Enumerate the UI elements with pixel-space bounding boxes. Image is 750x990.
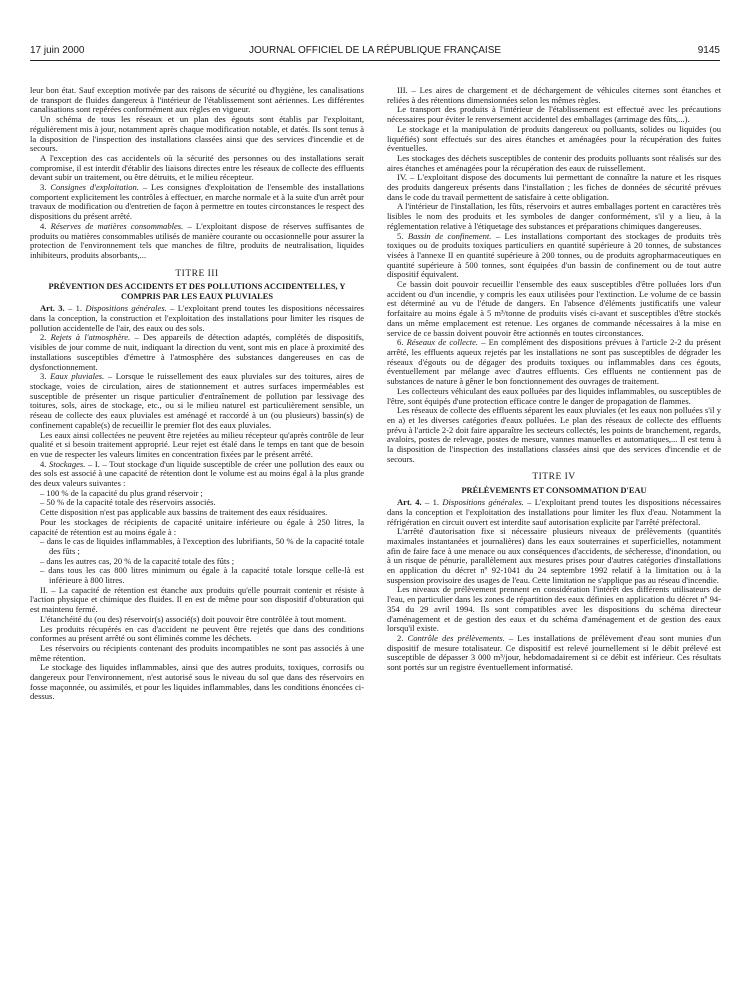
paragraph: Le stockage et la manipulation de produits dangereux ou polluants, solides ou liquides (ou liquéfiés) sont effectués sur des aires étanches et aménagées pour la récupération des fuites éventuelles. [387,123,721,154]
section-subtitle: PRÉVENTION DES ACCIDENTS ET DES POLLUTIONS ACCIDENTELLES, Y COMPRIS PAR LES EAUX PLUVIALES [48,282,346,302]
item-text: – Les installations comportant des stockages de produits très toxiques ou de produits toxiques particuliers en quantité supérieure à 20 tonnes, de substances visées à l'annexe II en quantité supérieure à 200 tonnes, ou de produits agropharmaceutiques en quantité supérieure à 500 tonnes, sont équipées d'un bassin de confinement ou de tout autre dispositif équivalent. [387,230,722,280]
paragraph: Ce bassin doit pouvoir recueillir l'ensemble des eaux susceptibles d'être polluées lors d'un accident ou d'un incendie, y compris les eaux utilisées pour l'extinction. Le volume de ce bassin est déterminé au vu de l'étude de dangers. En l'absence d'éléments justificatifs une valeur forfaitaire au moins égale à 5 m³/tonne de produits visés ci-avant et susceptibles d'être stockés dans un même emplacement est retenue. Les organes de commande nécessaires à la mise en service de ce bassin doivent pouvoir être actionnés en toutes circonstances. [387,279,721,338]
journal-title: JOURNAL OFFICIEL DE LA RÉPUBLIQUE FRANÇAISE [248,45,502,56]
item-number: 3. [40,182,47,193]
paragraph [387,232,721,281]
container-list [30,537,364,586]
paragraph: L'arrêté d'autorisation fixe si nécessaire plusieurs niveaux de prélèvements (quantités maximales instantanées et journalières) dans les eaux souterraines et superficielles, notamment afin de faire face à une menace ou aux conséquences d'accidents, de sécheresse, d'inondation, ou à un risque de pénurie, parallèlement aux mesures prises pour d'autres catégories d'installations en application du décret nº 92-1041 du 24 septembre 1992 relatif à la limitation ou à la suspension provisoire des usages de l'eau. Cette limitation ne s'applique pas au réseau d'incendie. [387,526,721,585]
item-title: Rejets à l'atmosphère. [50,332,131,343]
right-column [387,86,721,673]
item-text: – L'exploitant prend toutes les dispositions nécessaires dans la conception et l'exploitation des installations pour limiter les flux d'eau. Notamment la réfrigération en circuit ouvert est interdite sauf autorisation explicite par l'arrêté préfectoral. [387,497,721,527]
item-number: 4. [40,220,47,231]
item-text: – Les installations de prélèvement d'eau sont munies d'un dispositif de mesure totalisateur. Ce dispositif est relevé journellement si le débit prélevé est susceptible de dépasser 3 000 m³/jour, hebdomadairement si ce débit est inférieur. Ces résultats sont portés sur un registre éventuellement informatisé. [387,632,722,673]
paragraph: Pour les stockages de récipients de capacité unitaire inférieure ou égale à 250 litres, la capacité de rétention est au moins égale à : [30,516,364,537]
item-number: – 1. [68,303,83,314]
item-text: – Les consignes d'exploitation de l'ensemble des installations comportent explicitement les contrôles à effectuer, en marche normale et à la suite d'un arrêt pour travaux de modification ou d'entretien de façon à permettre en toutes circonstances le respect des dispositions du présent arrêté. [30,182,364,222]
item-number: 3. [40,371,47,382]
item-number: 2. [397,632,404,643]
paragraph: L'étanchéité du (ou des) réservoir(s) associé(s) doit pouvoir être contrôlée à tout moment. [40,613,347,624]
paragraph: Les produits récupérés en cas d'accident ne peuvent être rejetés que dans des conditions conformes au présent arrêté ou sont éliminés comme les déchets. [30,623,364,644]
section-title: TITRE IV [532,472,576,483]
paragraph: Les réseaux de collecte des effluents séparent les eaux pluviales (et les eaux non polluées s'il y en a) et les diverses catégories d'eaux polluées. Le plan des réseaux de collecte des effluents prévu à l'article 2-2 doit faire apparaître les secteurs collectés, les points de branchement, regards, avaloirs, postes de relevage, postes de mesure, vannes manuelles et automatiques,... Il est tenu à la disposition de l'inspection des installations classées ainsi que des services d'incendie et de secours. [387,405,722,464]
page-header [30,45,720,59]
article-label: Art. 4. [397,497,422,508]
item-text: – Lorsque le ruissellement des eaux pluviales sur des toitures, aires de stockage, voies de circulation, aires de stationnement et autres surfaces imperméables est susceptible de présenter un risque particulier d'entraînement de pollution par lessivage des toitures, sols, aires de stockage, etc., ou si le milieu naturel est particulièrement sensible, un réseau de collecte des eaux pluviales est aménagé et raccordé à un (ou plusieurs) bassin(s) de confinement capable(s) de recueillir le premier flot des eaux pluviales. [30,371,365,430]
paragraph [30,333,364,372]
item-text: – Des appareils de détection adaptés, complétés de dispositifs, visibles de jour comme de nuit, indiquant la direction du vent, sont mis en place à proximité des installations susceptibles d'émettre à l'atmosphère des substances dangereuses en cas de dysfonctionnement. [30,332,364,372]
list-item: – 50 % de la capacité totale des réservoirs associés. [40,497,216,508]
paragraph: Les collecteurs véhiculant des eaux polluées par des liquides inflammables, ou susceptibles de l'être, sont équipés d'une protection efficace contre le danger de propagation de flammes. [387,385,721,406]
paragraph: IV. – L'exploitant dispose des documents lui permettant de connaître la nature et les risques des produits dangereux présents dans l'installation ; les fiches de données de sécurité prévues dans le code du travail permettent de satisfaire à cette obligation. [387,172,721,202]
item-title: Dispositions générales. [85,303,167,314]
item-text: – L'exploitant dispose de réserves suffisantes de produits ou matières consommables utilisés de manière courante ou occasionnelle pour assurer la protection de l'environnement tels que manches de filtre, produits de neutralisation, liquides inhibiteurs, produits absorbants,... [30,220,364,260]
item-number: 2. [40,332,47,343]
item-number: 6. [397,337,404,348]
list-item: – dans tous les cas 800 litres minimum ou égale à la capacité totale lorsque celle-là est inférieure à 800 litres. [40,565,364,586]
item-text: – I. – Tout stockage d'un liquide susceptible de créer une pollution des eaux ou des sols est associé à une capacité de rétention dont le volume est au moins égal à la plus grande des deux valeurs suivantes : [30,458,364,489]
item-title: Consignes d'exploitation. [50,182,139,193]
list-item: – 100 % de la capacité du plus grand réservoir ; [40,487,203,498]
article-label: Art. 3. [40,303,65,314]
article-paragraph [30,304,364,333]
item-title: Réserves de matières consommables. [50,220,184,231]
capacity-list [30,489,364,508]
paragraph: A l'exception des cas accidentels où la sécurité des personnes ou des installations serait compromise, il est interdit d'établir des liaisons directes entre les réseaux de collecte des effluents devant subir un traitement, ou être détruits, et le milieu récepteur. [30,152,364,183]
item-text: – En complément des dispositions prévues à l'article 2-2 du présent arrêté, les effluents aqueux rejetés par les installations ne sont pas susceptibles de dégrader les réseaux d'égouts ou de dégager des produits toxiques ou inflammables dans ces égouts, éventuellement par mélange avec d'autres effluents. Ces effluents ne contiennent pas de substances de nature à gêner le bon fonctionnement des ouvrages de traitement. [387,337,722,387]
item-title: Bassin de confinement. [407,230,492,241]
paragraph: Les stockages des déchets susceptibles de contenir des produits polluants sont réalisés sur des aires étanches et aménagées pour la récupération des eaux de ruissellement. [387,152,721,173]
section-subtitle: PRÉLÈVEMENTS ET CONSOMMATION D'EAU [461,486,647,496]
paragraph: II. – La capacité de rétention est étanche aux produits qu'elle pourrait contenir et résiste à l'action physique et chimique des fluides. Il en est de même pour son dispositif d'obturation qui est maintenu fermé. [30,584,364,615]
paragraph [30,183,364,222]
left-column [30,86,364,702]
paragraph [387,338,721,387]
paragraph: Le stockage des liquides inflammables, ainsi que des autres produits, toxiques, corrosifs ou dangereux pour l'environnement, n'est autorisé sous le niveau du sol que dans des réservoirs en fosse maçonnée, ou assimilés, et pour les liquides inflammables, dans les conditions énoncées ci-dessus. [30,662,364,702]
list-item: – dans les autres cas, 20 % de la capacité totale des fûts ; [40,555,235,566]
paragraph [30,372,364,430]
item-text: – L'exploitant prend toutes les dispositions nécessaires dans la conception, la construction et l'exploitation des installations pour limiter les risques de pollution accidentelle de l'air, des eaux ou des sols. [30,303,364,333]
paragraph: A l'intérieur de l'installation, les fûts, réservoirs et autres emballages portent en caractères très lisibles le nom des produits et les symboles de danger conformément, s'il y a lieu, à la réglementation relative à l'étiquetage des substances et préparations chimiques dangereuses. [387,201,721,231]
item-title: Eaux pluviales. [50,371,105,382]
paragraph: Les eaux ainsi collectées ne peuvent être rejetées au milieu récepteur qu'après contrôle de leur qualité et si besoin traitement approprié. Leur rejet est étalé dans le temps en tant que de besoin en vue de respecter les valeurs limites en concentration fixées par le présent arrêté. [30,429,364,459]
page-number: 9145 [697,45,720,56]
issue-date: 17 juin 2000 [30,45,85,56]
paragraph: Le transport des produits à l'intérieur de l'établissement est effectué avec les précautions nécessaires pour éviter le renversement accidentel des emballages (arrimage des fûts,...). [387,104,721,125]
paragraph [30,460,364,489]
item-title: Réseaux de collecte. [406,337,479,348]
list-item: – dans le cas de liquides inflammables, à l'exception des lubrifiants, 50 % de la capacité totale des fûts ; [40,536,364,556]
paragraph: Cette disposition n'est pas applicable aux bassins de traitement des eaux résiduaires. [40,507,328,518]
paragraph: Les réservoirs ou récipients contenant des produits incompatibles ne sont pas associés à une même rétention. [30,642,364,663]
paragraph [387,634,721,673]
paragraph: Un schéma de tous les réseaux et un plan des égouts sont établis par l'exploitant, régulièrement mis à jour, notamment après chaque modification notable, et datés. Ils sont tenus à la disposition de l'inspection des installations classées ainsi que des services d'incendie et de secours. [30,114,364,154]
paragraph: Les niveaux de prélèvement prennent en considération l'intérêt des différents utilisateurs de l'eau, en particulier dans les zones de répartition des eaux définies en application du décret nº 94-354 du 29 avril 1994. Ils sont compatibles avec les dispositions du schéma directeur d'aménagement et de gestion des eaux et du schéma d'aménagement et de gestion des eaux lorsqu'il existe. [387,584,721,634]
paragraph: leur bon état. Sauf exception motivée par des raisons de sécurité ou d'hygiène, les canalisations de transport de fluides dangereux à l'intérieur de l'établissement sont aériennes. Les différentes canalisations sont repérées conformément aux règles en vigueur. [30,85,364,115]
paragraph: III. – Les aires de chargement et de déchargement de véhicules citernes sont étanches et reliées à des rétentions dimensionnées selon les mêmes règles. [387,85,721,105]
item-number: 4. [40,458,47,469]
item-number: 5. [397,230,404,241]
article-paragraph [387,498,721,527]
item-title: Contrôle des prélèvements. [407,632,505,643]
item-number: – 1. [425,497,440,508]
item-title: Stockages. [49,458,86,469]
item-title: Dispositions générales. [442,497,524,508]
paragraph [30,222,364,261]
section-title: TITRE III [175,268,219,279]
header-rule [30,60,720,61]
